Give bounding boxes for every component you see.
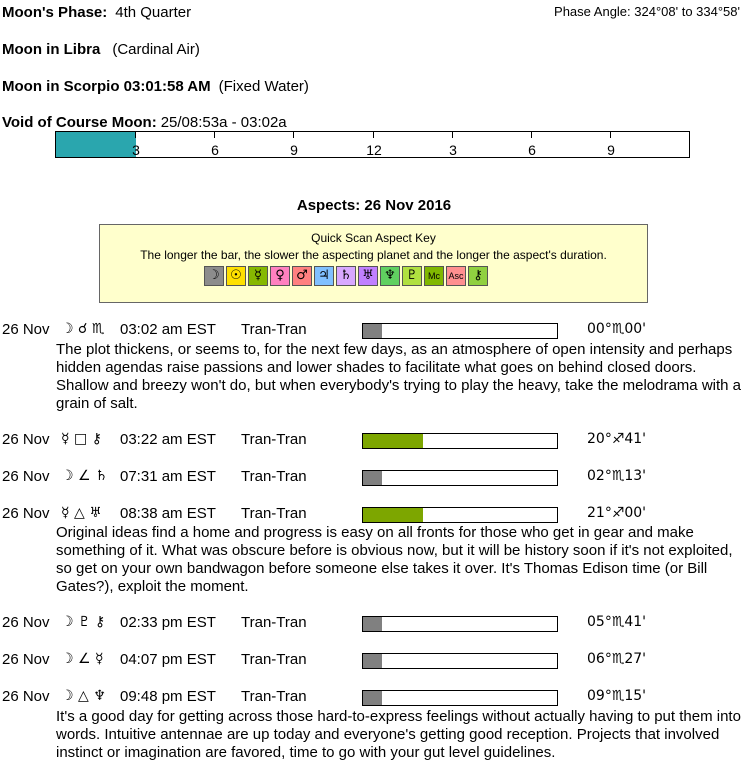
aspect-position: 05°♏41' [587, 614, 647, 630]
timeline-tick [452, 132, 453, 138]
aspect-row [0, 321, 748, 343]
timeline-tick [214, 132, 215, 138]
aspect-row [0, 431, 748, 453]
aspect-key-chip: Mc [424, 266, 444, 286]
aspect-key-chip: ♃ [314, 266, 334, 286]
aspect-duration-bar [362, 470, 558, 486]
aspect-key-chip: ☽ [204, 266, 224, 286]
aspect-date: 26 Nov [2, 688, 50, 705]
void-of-course-timeline [55, 131, 690, 158]
aspect-type: Tran-Tran [241, 468, 307, 485]
phase-angle: Phase Angle: 324°08' to 334°58' [554, 4, 740, 19]
aspect-key-chips [204, 266, 490, 286]
void-of-course-label: Void of Course Moon: [2, 114, 157, 131]
timeline-tick [531, 132, 532, 138]
moon-libra-value: (Cardinal Air) [112, 41, 200, 58]
aspect-type: Tran-Tran [241, 614, 307, 631]
aspect-duration-bar [362, 507, 558, 523]
aspect-position: 21°♐00' [587, 505, 647, 521]
aspect-row [0, 688, 748, 710]
aspect-key-chip: ♅ [358, 266, 378, 286]
aspect-duration-bar [362, 653, 558, 669]
aspect-row [0, 651, 748, 673]
aspect-time: 09:48 pm EST [120, 688, 216, 705]
aspect-type: Tran-Tran [241, 651, 307, 668]
aspect-key-box [99, 224, 648, 303]
timeline-tick-label: 9 [607, 142, 615, 158]
aspect-position: 20°♐41' [587, 431, 647, 447]
aspect-date: 26 Nov [2, 468, 50, 485]
aspect-glyphs: ☽ △ ♆ [61, 688, 106, 704]
aspect-time: 04:07 pm EST [120, 651, 216, 668]
moon-phase-value: 4th Quarter [115, 4, 192, 21]
aspect-description: It's a good day for getting across those hard-to-express feelings without actually having to put them into words. Intuitive antennae are up today and everyone's getting good reception. Projects that involved instinct or imagination are favored, time to go with your gut level guidelines. [56, 708, 741, 761]
aspect-time: 03:22 am EST [120, 431, 216, 448]
timeline-tick [373, 132, 374, 138]
aspect-key-chip: ♀ [270, 266, 290, 286]
timeline-tick-label: 6 [528, 142, 536, 158]
aspect-duration-bar [362, 616, 558, 632]
moon-scorpio-label: Moon in Scorpio 03:01:58 AM [2, 78, 211, 95]
aspect-key-chip: ♆ [380, 266, 400, 286]
aspect-description: Original ideas find a home and progress is easy on all fronts for those who get in gear and make something of it. What was obscure before is obvious now, but it will be history soon if it's not exploited, so get on your own bandwagon before someone else takes it over. It's Thomas Edison time (or Bill Gates?), exploit the moment. [56, 524, 733, 595]
aspect-type: Tran-Tran [241, 321, 307, 338]
aspect-position: 02°♏13' [587, 468, 647, 484]
aspect-date: 26 Nov [2, 505, 50, 522]
aspect-description: The plot thickens, or seems to, for the next few days, as an atmosphere of open intensity and perhaps hidden agendas raise passions and lower shades to facilitate what goes on behind closed doors. Shallow and breezy won't do, but when everybody's trying to play the heavy, take the melodrama with a grain of salt. [56, 341, 741, 412]
aspect-date: 26 Nov [2, 321, 50, 338]
aspects-title: Aspects: 26 Nov 2016 [296, 197, 452, 214]
aspect-key-chip: ☉ [226, 266, 246, 286]
timeline-tick [135, 132, 136, 138]
aspect-glyphs: ☽ ♇ ⚷ [61, 614, 106, 630]
aspect-duration-fill [363, 434, 423, 448]
moon-libra-line [2, 41, 200, 58]
void-of-course-line [2, 114, 287, 131]
aspect-date: 26 Nov [2, 651, 50, 668]
aspect-time: 02:33 pm EST [120, 614, 216, 631]
timeline-tick-label: 3 [132, 142, 140, 158]
aspect-position: 06°♏27' [587, 651, 647, 667]
aspect-duration-bar [362, 690, 558, 706]
aspect-position: 09°♏15' [587, 688, 647, 704]
moon-scorpio-value: (Fixed Water) [218, 78, 309, 95]
timeline-tick [610, 132, 611, 138]
aspect-type: Tran-Tran [241, 688, 307, 705]
void-of-course-fill [56, 132, 136, 157]
aspect-key-title: Quick Scan Aspect Key [311, 231, 436, 245]
aspect-type: Tran-Tran [241, 431, 307, 448]
aspect-glyphs: ☽ ∠ ☿ [61, 651, 104, 667]
aspect-position: 00°♏00' [587, 321, 647, 337]
aspect-key-chip: ☿ [248, 266, 268, 286]
aspect-date: 26 Nov [2, 614, 50, 631]
timeline-tick [293, 132, 294, 138]
timeline-tick-label: 9 [290, 142, 298, 158]
aspect-time: 07:31 am EST [120, 468, 216, 485]
aspect-glyphs: ☽ ∠ ♄ [61, 468, 108, 484]
aspect-type: Tran-Tran [241, 505, 307, 522]
moon-scorpio-line [2, 78, 309, 95]
aspect-glyphs: ☽ ☌ ♏ [61, 321, 105, 337]
moon-phase-line [2, 4, 191, 21]
moon-phase-label: Moon's Phase: [2, 4, 108, 21]
aspect-duration-bar [362, 433, 558, 449]
aspect-glyphs: ☿ △ ♅ [61, 505, 102, 521]
aspect-key-chip: ⚷ [468, 266, 488, 286]
aspect-duration-bar [362, 323, 558, 339]
aspect-duration-fill [363, 691, 382, 705]
aspect-duration-fill [363, 508, 423, 522]
void-of-course-value: 25/08:53a - 03:02a [160, 114, 287, 131]
timeline-tick-label: 3 [449, 142, 457, 158]
aspect-date: 26 Nov [2, 431, 50, 448]
aspect-time: 03:02 am EST [120, 321, 216, 338]
timeline-tick-label: 12 [366, 142, 382, 158]
aspect-key-chip: ♂ [292, 266, 312, 286]
timeline-tick-label: 6 [211, 142, 219, 158]
aspect-duration-fill [363, 617, 382, 631]
aspect-key-chip: ♄ [336, 266, 356, 286]
aspect-duration-fill [363, 654, 382, 668]
aspect-duration-fill [363, 471, 382, 485]
aspect-row [0, 614, 748, 636]
aspect-key-chip: Asc [446, 266, 466, 286]
aspect-glyphs: ☿ □ ⚷ [61, 431, 102, 447]
moon-libra-label: Moon in Libra [2, 41, 101, 58]
aspect-row [0, 468, 748, 490]
aspect-time: 08:38 am EST [120, 505, 216, 522]
aspect-duration-fill [363, 324, 382, 338]
aspect-key-chip: ♇ [402, 266, 422, 286]
aspect-key-description: The longer the bar, the slower the aspecting planet and the longer the aspect's duration. [140, 248, 607, 262]
